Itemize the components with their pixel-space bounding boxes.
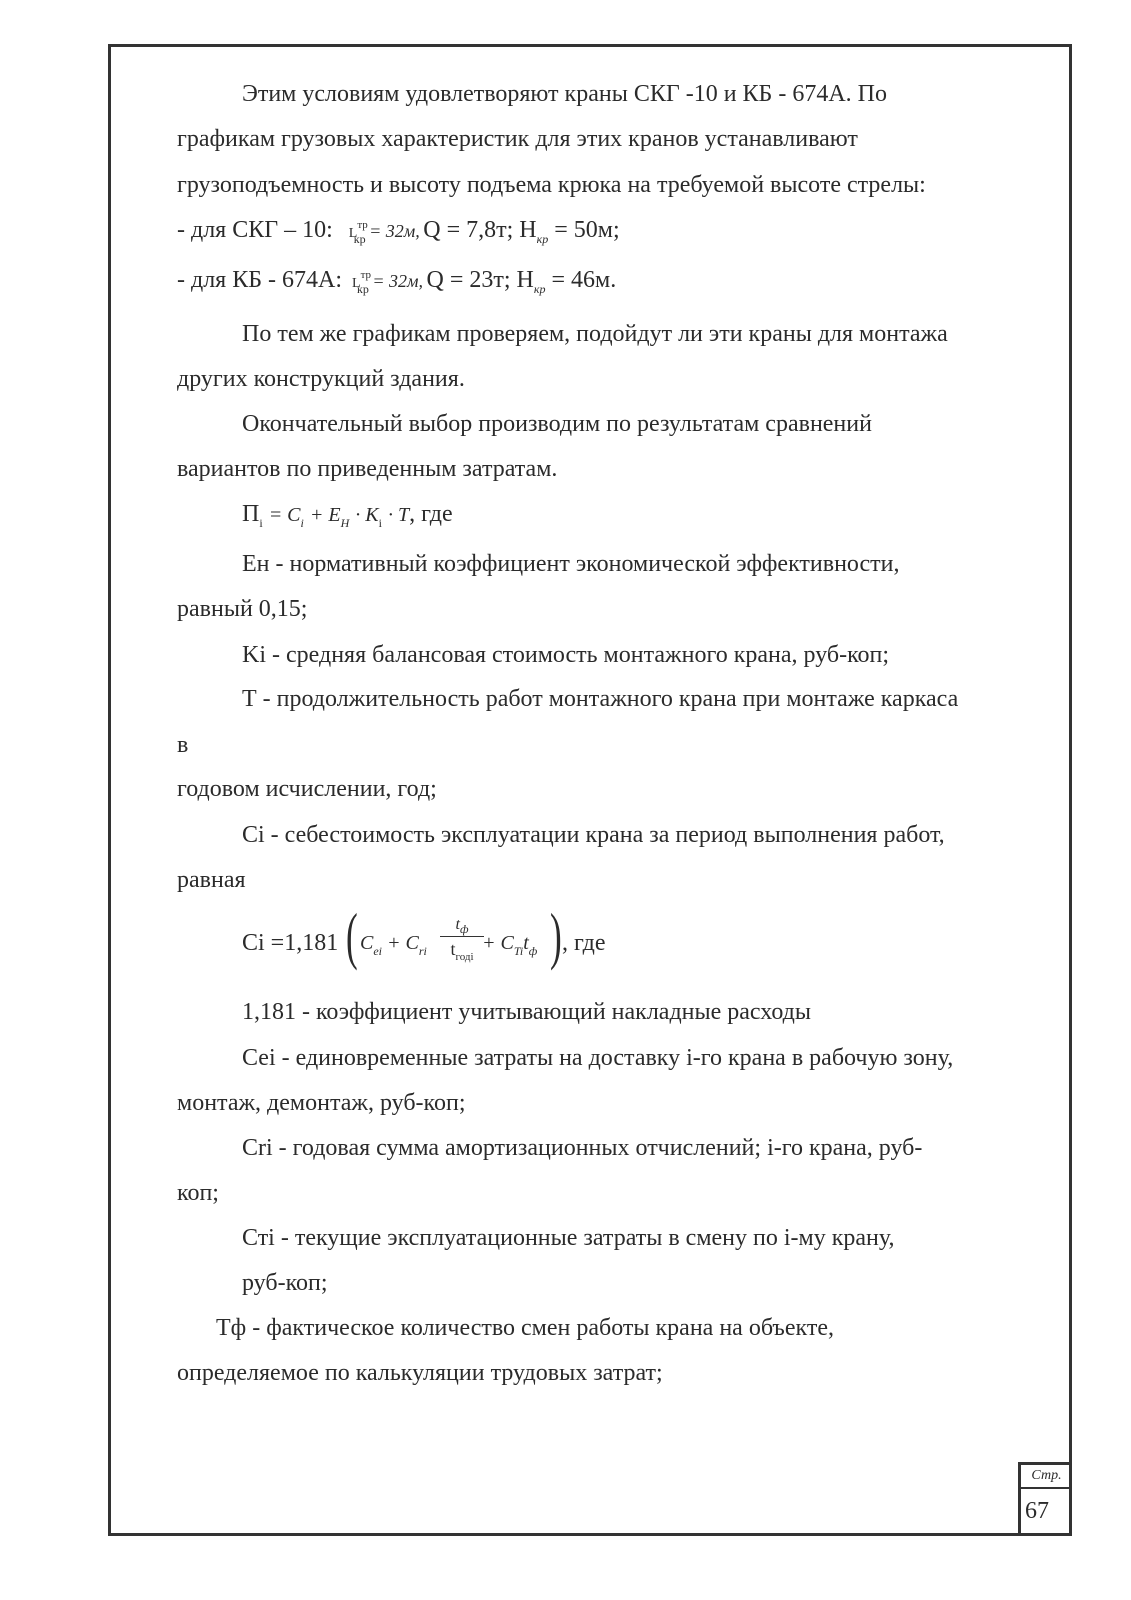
- formula-fraction: [440, 916, 484, 962]
- formula-l-skg: [348, 219, 424, 246]
- formula-frac-bar: [440, 936, 484, 937]
- formula-frac-den-t: t: [450, 939, 456, 959]
- text-line-26: руб-коп;: [242, 1270, 328, 1296]
- formula-l-sub: кр: [353, 232, 366, 246]
- text-line-12: равный 0,15;: [177, 596, 308, 622]
- formula-pi-t: · T: [387, 504, 410, 526]
- formula-left-paren: (: [346, 900, 358, 971]
- text-line-8: Окончательный выбор производим по результатам сравнений: [242, 411, 872, 437]
- formula-ci-terms-1: [360, 928, 427, 960]
- text-line-7: других конструкций здания.: [177, 366, 465, 392]
- formula-frac-num: [440, 916, 484, 934]
- page-number: 67: [1025, 1498, 1049, 1524]
- text-line-21: Сеі - единовременные затраты на доставку і-го крана в рабочую зону,: [242, 1045, 954, 1071]
- text-line-23: Сrі - годовая сумма амортизационных отчислений; і-го крана, руб-: [242, 1135, 923, 1161]
- formula-pi-tail: , где: [409, 501, 453, 527]
- formula-frac-den-sub: годі: [455, 951, 474, 963]
- text-line-1: Этим условиям удовлетворяют краны СКГ -10 и КБ - 674А. По: [242, 81, 887, 107]
- formula-l-sup-2: тр: [360, 269, 372, 281]
- text-line-4-prefix: - для СКГ – 10:: [177, 217, 333, 243]
- text-line-27: Тф - фактическое количество смен работы крана на объекте,: [216, 1315, 834, 1341]
- formula-frac-den: [440, 939, 484, 962]
- text-line-3: грузоподъемность и высоту подъема крюка на требуемой высоте стрелы:: [177, 172, 926, 198]
- text-line-24: коп;: [177, 1180, 219, 1206]
- text-line-9: вариантов по приведенным затратам.: [177, 456, 558, 482]
- formula-pi-e: + E: [309, 504, 341, 526]
- text-line-15: в: [177, 732, 189, 758]
- page-label: Стр.: [1021, 1465, 1072, 1489]
- formula-l-sub-2: кр: [357, 282, 369, 296]
- formula-cri-sub: ri: [418, 944, 427, 958]
- text-line-22: монтаж, демонтаж, руб-коп;: [177, 1090, 466, 1116]
- text-line-2: графикам грузовых характеристик для этих кранов устанавливают: [177, 126, 858, 152]
- formula-ci-tail: , где: [562, 930, 606, 956]
- formula-ci-head: Ci =1,181: [242, 930, 339, 956]
- page-number-stamp: [1018, 1462, 1072, 1536]
- formula-pi-k: · K: [355, 504, 379, 526]
- text-line-5-suffix: Q = 23т; Н: [426, 267, 534, 293]
- text-line-20: 1,181 - коэффициент учитывающий накладные расходы: [242, 999, 811, 1025]
- text-line-11: Ен - нормативный коэффициент экономической эффективности,: [242, 551, 900, 577]
- text-line-4-suffix: Q = 7,8т; Н: [423, 217, 537, 243]
- formula-reduced-costs: [242, 499, 453, 532]
- formula-l-sup: тр: [357, 219, 368, 231]
- text-line-6: По тем же графикам проверяем, подойдут ли эти краны для монтажа: [242, 321, 948, 347]
- formula-l-eq: = 32м,: [369, 221, 420, 241]
- formula-tf-sub: ф: [528, 944, 538, 958]
- formula-pi-k-sub: i: [378, 516, 382, 530]
- text-line-14: Т - продолжительность работ монтажного крана при монтаже каркаса: [242, 686, 959, 712]
- formula-cei: C: [360, 932, 374, 954]
- text-line-5-prefix: - для КБ - 674А:: [177, 267, 342, 293]
- text-line-17: Ci - себестоимость эксплуатации крана за период выполнения работ,: [242, 822, 945, 848]
- formula-l-eq-2: = 32м,: [372, 271, 423, 291]
- text-line-28: определяемое по калькуляции трудовых затрат;: [177, 1360, 663, 1386]
- formula-cei-sub: ei: [373, 944, 383, 958]
- formula-frac-num-sub: ф: [459, 922, 469, 936]
- formula-pi-sub: i: [259, 516, 263, 530]
- text-line-13: Ki - средняя балансовая стоимость монтажного крана, руб-коп;: [242, 642, 890, 668]
- text-line-18: равная: [177, 867, 246, 893]
- formula-pi-c: = C: [268, 504, 301, 526]
- formula-cti-sub: Ti: [513, 944, 524, 958]
- formula-pi-e-sub: H: [340, 516, 350, 530]
- text-line-5: [177, 265, 616, 299]
- formula-pi: П: [242, 501, 260, 527]
- text-line-4-end: = 50м;: [554, 217, 620, 243]
- formula-h-sub: кр: [536, 232, 549, 246]
- formula-l-symbol: L: [348, 226, 358, 241]
- text-line-25: Стi - текущие эксплуатационные затраты в смену по і-му крану,: [242, 1225, 895, 1251]
- formula-pi-c-sub: i: [300, 516, 304, 530]
- formula-l-symbol-2: L: [352, 276, 361, 291]
- formula-h-sub-2: кр: [533, 282, 546, 296]
- formula-cti: + C: [482, 932, 514, 954]
- formula-tf: t: [523, 932, 529, 954]
- text-line-5-end: = 46м.: [551, 267, 617, 293]
- text-line-4: [177, 215, 620, 249]
- formula-frac-num-t: t: [455, 916, 460, 933]
- formula-cri: + C: [387, 932, 419, 954]
- text-line-16: годовом исчислении, год;: [177, 776, 437, 802]
- formula-l-kb: [352, 269, 427, 296]
- formula-right-paren: ): [550, 900, 562, 971]
- formula-ci-terms-2: [482, 928, 537, 960]
